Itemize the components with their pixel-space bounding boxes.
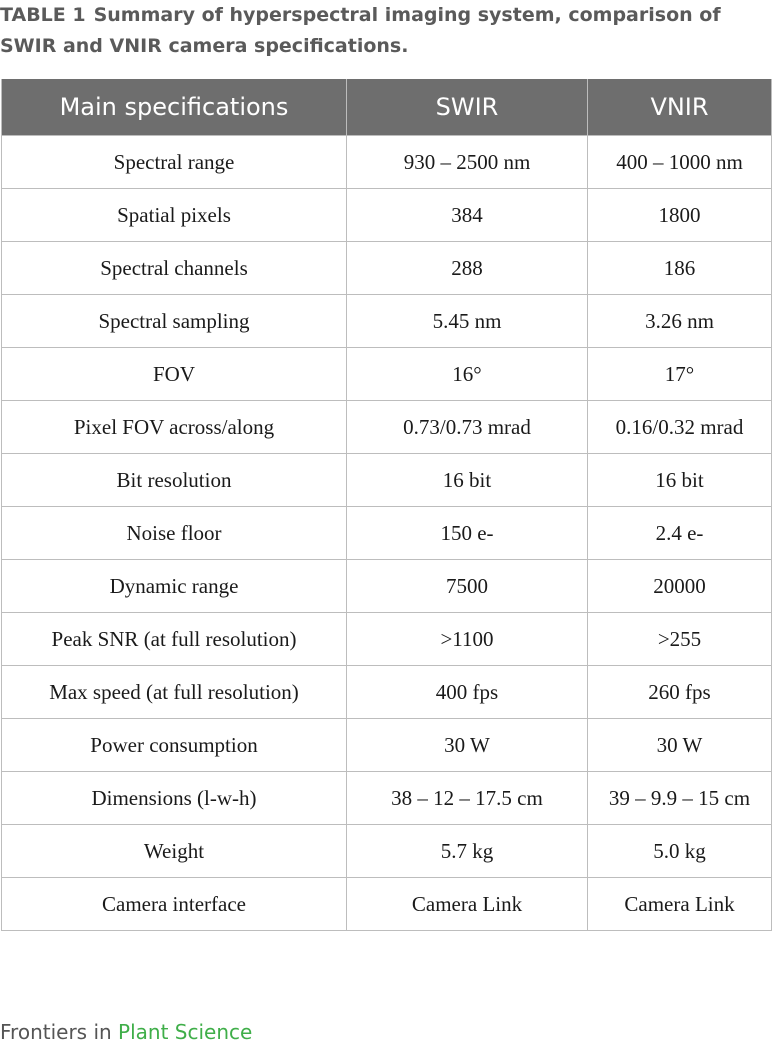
table-row [2, 825, 772, 878]
table-row [2, 136, 772, 189]
caption-text-1: Summary of hyperspectral imaging system, comparison of [93, 4, 721, 26]
vnir-value: 39 – 9.9 – 15 cm [588, 772, 772, 825]
spec-name: Camera interface [2, 878, 347, 931]
swir-value: 930 – 2500 nm [347, 136, 588, 189]
table-row [2, 772, 772, 825]
vnir-value: 0.16/0.32 mrad [588, 401, 772, 454]
table-row [2, 454, 772, 507]
swir-value: 384 [347, 189, 588, 242]
journal-prefix: Frontiers in [0, 1020, 112, 1044]
spec-name: Bit resolution [2, 454, 347, 507]
spec-name: Dimensions (l-w-h) [2, 772, 347, 825]
table-row [2, 189, 772, 242]
table-row [2, 878, 772, 931]
table-row [2, 295, 772, 348]
vnir-value: Camera Link [588, 878, 772, 931]
vnir-value: 3.26 nm [588, 295, 772, 348]
table-row [2, 507, 772, 560]
spec-name: Peak SNR (at full resolution) [2, 613, 347, 666]
table-row [2, 348, 772, 401]
spec-name: Spatial pixels [2, 189, 347, 242]
vnir-value: >255 [588, 613, 772, 666]
spec-name: FOV [2, 348, 347, 401]
swir-value: 7500 [347, 560, 588, 613]
swir-value: 288 [347, 242, 588, 295]
caption-line-1 [0, 0, 772, 31]
swir-value: 38 – 12 – 17.5 cm [347, 772, 588, 825]
spec-name: Dynamic range [2, 560, 347, 613]
swir-value: 16 bit [347, 454, 588, 507]
table-row [2, 666, 772, 719]
journal-footer [0, 1020, 252, 1044]
caption-text-2: SWIR and VNIR camera specifications. [0, 35, 409, 57]
table-row [2, 613, 772, 666]
table-row [2, 242, 772, 295]
vnir-value: 1800 [588, 189, 772, 242]
specifications-table [1, 79, 772, 931]
swir-value: 150 e- [347, 507, 588, 560]
spec-name: Weight [2, 825, 347, 878]
vnir-value: 2.4 e- [588, 507, 772, 560]
spec-name: Pixel FOV across/along [2, 401, 347, 454]
vnir-value: 17° [588, 348, 772, 401]
journal-name: Plant Science [118, 1020, 253, 1044]
vnir-value: 260 fps [588, 666, 772, 719]
vnir-value: 5.0 kg [588, 825, 772, 878]
spec-name: Spectral range [2, 136, 347, 189]
table-row [2, 401, 772, 454]
swir-value: >1100 [347, 613, 588, 666]
table-row [2, 719, 772, 772]
swir-value: 5.45 nm [347, 295, 588, 348]
swir-value: Camera Link [347, 878, 588, 931]
swir-value: 0.73/0.73 mrad [347, 401, 588, 454]
vnir-value: 400 – 1000 nm [588, 136, 772, 189]
spec-name: Spectral channels [2, 242, 347, 295]
header-swir: SWIR [347, 79, 588, 136]
table-row [2, 560, 772, 613]
header-main-specifications: Main specifications [2, 79, 347, 136]
spec-name: Noise floor [2, 507, 347, 560]
caption-label: TABLE 1 [0, 4, 86, 26]
swir-value: 5.7 kg [347, 825, 588, 878]
spec-name: Power consumption [2, 719, 347, 772]
spec-name: Max speed (at full resolution) [2, 666, 347, 719]
vnir-value: 30 W [588, 719, 772, 772]
table-header-row [2, 79, 772, 136]
vnir-value: 16 bit [588, 454, 772, 507]
spec-name: Spectral sampling [2, 295, 347, 348]
table-caption [0, 0, 772, 62]
swir-value: 30 W [347, 719, 588, 772]
swir-value: 16° [347, 348, 588, 401]
swir-value: 400 fps [347, 666, 588, 719]
vnir-value: 186 [588, 242, 772, 295]
header-vnir: VNIR [588, 79, 772, 136]
vnir-value: 20000 [588, 560, 772, 613]
